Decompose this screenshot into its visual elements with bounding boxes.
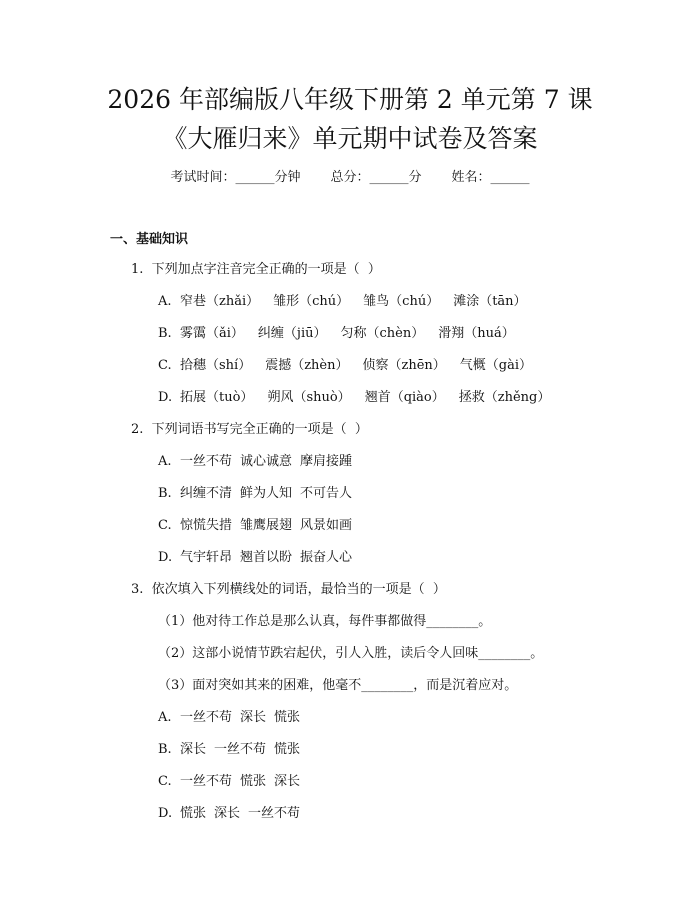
question-3-option-d (158, 804, 308, 824)
question-3-sentence-1: （1）他对待工作总是那么认真，每件事都做得________。 (158, 614, 492, 629)
option-word: 一丝不苟 (180, 774, 233, 789)
question-3-option-b (158, 740, 308, 760)
option-letter: A. (158, 710, 172, 725)
option-word: 纠缠不清 (180, 486, 233, 501)
option-word: 深长 (274, 774, 301, 789)
option-letter: D. (158, 390, 173, 405)
option-item: 震撼（zhèn） (265, 358, 349, 373)
option-item: 纠缠（jiū） (257, 326, 327, 341)
question-2-option-a (158, 452, 360, 472)
option-word: 深长 (240, 710, 267, 725)
option-letter: B. (158, 742, 172, 757)
option-letter: C. (158, 518, 172, 533)
question-2-stem: 2. 下列词语书写完全正确的一项是（ ） (131, 422, 368, 437)
option-word: 深长 (214, 806, 241, 821)
question-3-option-a (158, 708, 308, 728)
option-letter: A. (158, 294, 172, 309)
question-3-option-c (158, 772, 308, 792)
option-letter: D. (158, 550, 173, 565)
option-word: 慌张 (274, 710, 301, 725)
option-letter: B. (158, 326, 172, 341)
option-item: 雏鸟（chú） (363, 294, 440, 309)
option-item: 滩涂（tān） (453, 294, 527, 309)
question-1-option-d (158, 388, 564, 408)
option-item: 滑翔（huá） (438, 326, 515, 341)
option-word: 一丝不苟 (180, 454, 233, 469)
option-word: 慌张 (180, 806, 207, 821)
exam-title-line-2: 《大雁归来》单元期中试卷及答案 (162, 124, 538, 153)
option-item: 雏形（chú） (273, 294, 350, 309)
option-word: 气宇轩昂 (180, 550, 233, 565)
option-word: 风景如画 (300, 518, 353, 533)
exam-time-field: 考试时间：______分钟 (170, 170, 301, 185)
option-word: 振奋人心 (300, 550, 353, 565)
option-word: 雏鹰展翅 (240, 518, 293, 533)
option-letter: B. (158, 486, 172, 501)
option-letter: D. (158, 806, 173, 821)
question-2-option-d (158, 548, 360, 568)
section-heading: 一、基础知识 (110, 232, 189, 247)
option-item: 气概（gài） (459, 358, 533, 373)
option-item: 拯救（zhěng） (458, 390, 551, 405)
question-3-sentence-3: （3）面对突如其来的困难，他毫不________，而是沉着应对。 (158, 678, 518, 693)
option-letter: C. (158, 358, 172, 373)
exam-title-line-1: 2026 年部编版八年级下册第 2 单元第 7 课 (107, 85, 593, 114)
exam-score-field: 总分：______分 (330, 170, 422, 185)
option-letter: A. (158, 454, 172, 469)
option-item: 窄巷（zhǎi） (180, 294, 260, 309)
option-item: 翘首（qiào） (364, 390, 445, 405)
question-1-option-c (158, 356, 546, 376)
option-word: 鲜为人知 (240, 486, 293, 501)
student-name-field: 姓名：______ (451, 170, 530, 185)
option-word: 诚心诚意 (240, 454, 293, 469)
option-item: 雾霭（ǎi） (180, 326, 244, 341)
option-word: 慌张 (240, 774, 267, 789)
option-item: 侦察（zhēn） (362, 358, 446, 373)
option-word: 一丝不苟 (180, 710, 233, 725)
question-1-option-a (158, 292, 541, 312)
option-word: 慌张 (274, 742, 301, 757)
option-word: 深长 (180, 742, 207, 757)
option-word: 不可告人 (300, 486, 353, 501)
option-letter: C. (158, 774, 172, 789)
option-item: 匀称（chèn） (340, 326, 425, 341)
question-3-stem: 3. 依次填入下列横线处的词语，最恰当的一项是（ ） (131, 582, 446, 597)
option-word: 惊慌失措 (180, 518, 233, 533)
question-1-stem: 1. 下列加点字注音完全正确的一项是（ ） (131, 262, 381, 277)
option-word: 摩肩接踵 (300, 454, 353, 469)
option-item: 拾穗（shí） (180, 358, 252, 373)
question-3-sentence-2: （2）这部小说情节跌宕起伏，引人入胜，读后令人回味________。 (158, 646, 544, 661)
option-item: 拓展（tuò） (180, 390, 254, 405)
option-word: 翘首以盼 (240, 550, 293, 565)
question-1-option-b (158, 324, 529, 344)
question-2-option-b (158, 484, 360, 504)
option-item: 朔风（shuò） (267, 390, 351, 405)
option-word: 一丝不苟 (214, 742, 267, 757)
option-word: 一丝不苟 (248, 806, 301, 821)
exam-meta (0, 168, 700, 188)
question-2-option-c (158, 516, 360, 536)
